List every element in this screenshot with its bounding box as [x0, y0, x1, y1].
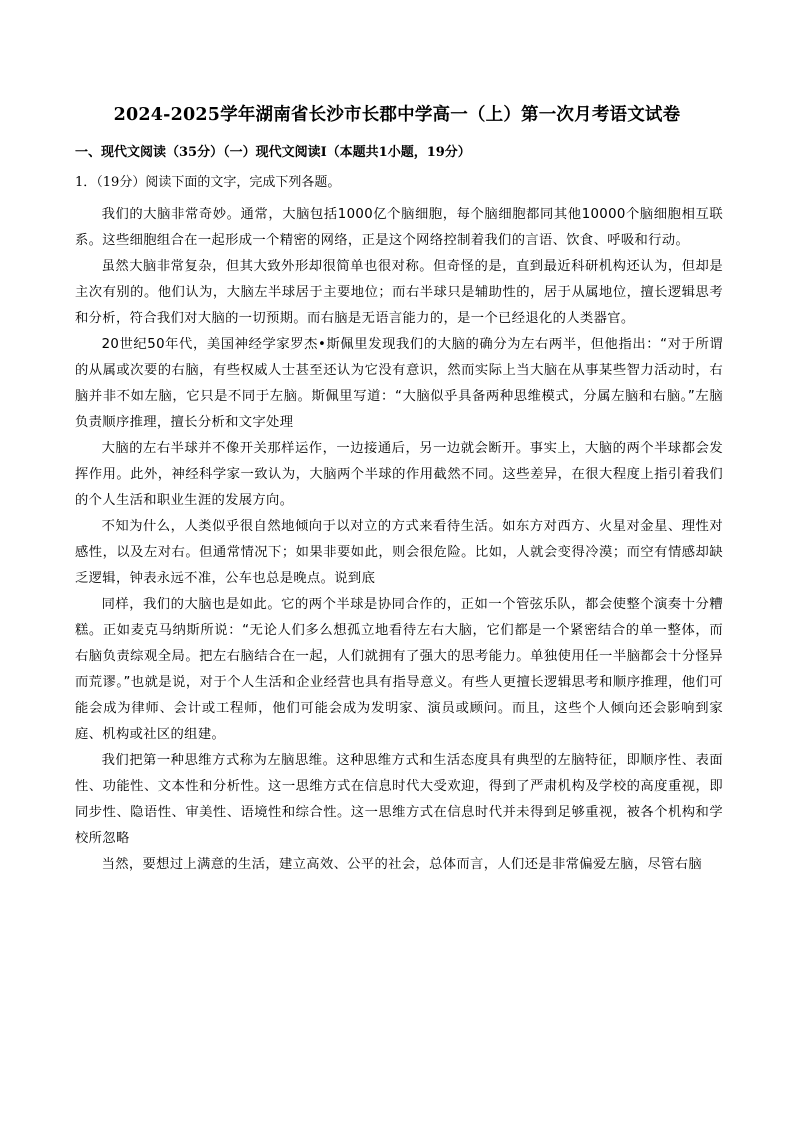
reading-passage — [75, 202, 723, 878]
paragraph: 当然，要想过上满意的生活，建立高效、公平的社会，总体而言，人们还是非常偏爱左脑，尽管右脑 — [101, 857, 703, 872]
section-heading: 一、现代文阅读（35分）（一）现代文阅读Ⅰ（本题共1小题，19分） — [75, 145, 471, 160]
paragraph: 我们的大脑非常奇妙。通常，大脑包括1000亿个脑细胞，每个脑细胞都同其他10000个脑细胞相互联系。这些细胞组合在一起形成一个精密的网络，正是这个网络控制着我们的言语、饮食、呼吸和行动。 — [75, 207, 723, 248]
paragraph: 20世纪50年代，美国神经学家罗杰•斯佩里发现我们的大脑的确分为左右两半，但他指出：“对于所谓的从属或次要的右脑，有些权威人士甚至还认为它没有意识，然而实际上当大脑在从事某些智力活动时，右脑并非不如左脑，它只是不同于左脑。斯佩里写道：“大脑似乎具备两种思维模式，分属左脑和右脑。”左脑负责顺序推理，擅长分析和文字处理 — [75, 337, 723, 430]
paragraph: 我们把第一种思维方式称为左脑思维。这种思维方式和生活态度具有典型的左脑特征，即顺序性、表面性、功能性、文本性和分析性。这一思维方式在信息时代大受欢迎，得到了严肃机构及学校的高度重视，即同步性、隐语性、审美性、语境性和综合性。这一思维方式在信息时代并未得到足够重视，被各个机构和学校所忽略 — [75, 753, 723, 846]
question-prompt: 1．（19分）阅读下面的文字，完成下列各题。 — [75, 175, 341, 190]
paragraph: 虽然大脑非常复杂，但其大致外形却很简单也很对称。但奇怪的是，直到最近科研机构还认为，但却是主次有别的。他们认为，大脑左半球居于主要地位；而右半球只是辅助性的，居于从属地位，擅长逻辑思考和分析，符合我们对大脑的一切预期。而右脑是无语言能力的，是一个已经退化的人类器官。 — [75, 259, 723, 326]
paragraph: 同样，我们的大脑也是如此。它的两个半球是协同合作的，正如一个管弦乐队，都会使整个演奏十分糟糕。正如麦克马纳斯所说：“无论人们多么想孤立地看待左右大脑，它们都是一个紧密结合的单一整体，而右脑负责综观全局。把左右脑结合在一起，人们就拥有了强大的思考能力。单独使用任一半脑都会十分怪异而荒谬。”也就是说，对于个人生活和企业经营也具有指导意义。有些人更擅长逻辑思考和顺序推理，他们可能会成为律师、会计或工程师，他们可能会成为发明家、演员或顾问。而且，这些个人倾向还会影响到家庭、机构或社区的组建。 — [75, 597, 723, 742]
paragraph: 不知为什么，人类似乎很自然地倾向于以对立的方式来看待生活。如东方对西方、火星对金星、理性对感性，以及左对右。但通常情况下；如果非要如此，则会很危险。比如，人就会变得冷漠；而空有情感却缺乏逻辑，钟表永远不准，公车也总是晚点。说到底 — [75, 519, 723, 586]
paragraph: 大脑的左右半球并不像开关那样运作，一边接通后，另一边就会断开。事实上，大脑的两个半球都会发挥作用。此外，神经科学家一致认为，大脑两个半球的作用截然不同。这些差异，在很大程度上指引着我们的个人生活和职业生涯的发展方向。 — [75, 441, 723, 508]
document-title: 2024-2025学年湖南省长沙市长郡中学高一（上）第一次月考语文试卷 — [113, 105, 681, 125]
